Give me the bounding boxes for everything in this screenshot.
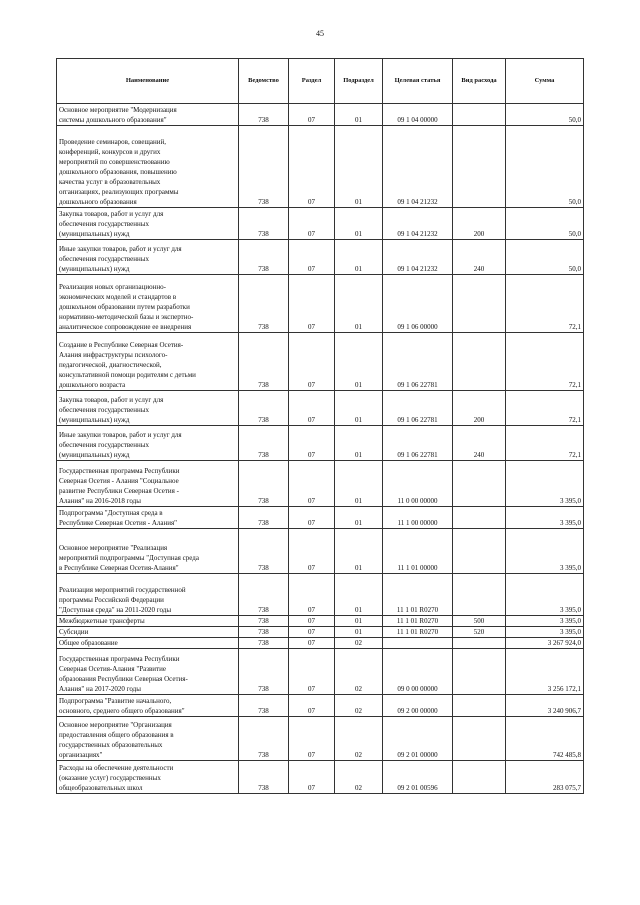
row-podrazdel: 01 (335, 529, 383, 574)
row-celevaya-statya: 09 2 00 00000 (383, 695, 453, 717)
row-vid-rashoda (453, 507, 506, 529)
row-razdel: 07 (289, 461, 335, 507)
row-razdel: 07 (289, 627, 335, 638)
row-razdel: 07 (289, 616, 335, 627)
row-vedomstvo: 738 (239, 275, 289, 333)
table-row (57, 126, 584, 208)
row-summa: 50,0 (506, 126, 584, 208)
table-row (57, 461, 584, 507)
row-podrazdel: 02 (335, 638, 383, 649)
table-row (57, 507, 584, 529)
row-vedomstvo: 738 (239, 507, 289, 529)
row-razdel: 07 (289, 507, 335, 529)
row-vid-rashoda: 500 (453, 616, 506, 627)
row-razdel: 07 (289, 695, 335, 717)
row-vedomstvo: 738 (239, 574, 289, 616)
header-razdel: Раздел (289, 59, 335, 104)
row-podrazdel: 01 (335, 426, 383, 461)
table-row (57, 529, 584, 574)
row-summa: 72,1 (506, 426, 584, 461)
row-podrazdel: 02 (335, 695, 383, 717)
row-vedomstvo: 738 (239, 240, 289, 275)
row-vid-rashoda (453, 638, 506, 649)
row-vedomstvo: 738 (239, 616, 289, 627)
row-podrazdel: 01 (335, 126, 383, 208)
budget-table (56, 58, 584, 794)
row-celevaya-statya: 11 1 01 R0270 (383, 574, 453, 616)
header-vedomstvo: Ведомство (239, 59, 289, 104)
table-row (57, 426, 584, 461)
header-summa: Сумма (506, 59, 584, 104)
row-podrazdel: 01 (335, 627, 383, 638)
row-vid-rashoda (453, 104, 506, 126)
row-name: Иные закупки товаров, работ и услуг для обеспечения государственных (муниципальных) нужд (57, 426, 239, 461)
row-vid-rashoda (453, 333, 506, 391)
row-summa: 3 395,0 (506, 529, 584, 574)
row-podrazdel: 01 (335, 104, 383, 126)
row-celevaya-statya: 09 1 06 00000 (383, 275, 453, 333)
row-summa: 50,0 (506, 240, 584, 275)
row-summa: 3 395,0 (506, 616, 584, 627)
row-vid-rashoda (453, 649, 506, 695)
row-celevaya-statya: 11 1 01 R0270 (383, 627, 453, 638)
row-vedomstvo: 738 (239, 761, 289, 794)
table-row (57, 695, 584, 717)
row-vid-rashoda: 200 (453, 208, 506, 240)
row-name: Расходы на обеспечение деятельности (оказание услуг) государственных общеобразовательных школ (57, 761, 239, 794)
row-razdel: 07 (289, 275, 335, 333)
row-celevaya-statya: 11 1 01 R0270 (383, 616, 453, 627)
row-vid-rashoda (453, 717, 506, 761)
row-name: Иные закупки товаров, работ и услуг для обеспечения государственных (муниципальных) нужд (57, 240, 239, 275)
header-vid-rashoda: Вид расхода (453, 59, 506, 104)
row-celevaya-statya: 09 0 00 00000 (383, 649, 453, 695)
row-vid-rashoda (453, 461, 506, 507)
row-razdel: 07 (289, 638, 335, 649)
row-podrazdel: 01 (335, 333, 383, 391)
row-summa: 3 395,0 (506, 574, 584, 616)
row-podrazdel: 01 (335, 507, 383, 529)
row-name: Реализация новых организационно- экономических моделей и стандартов в дошкольном образовании путем разработки нормативно-методической базы и экспертно- аналитическое сопровождение ее внедрения (57, 275, 239, 333)
table-row (57, 761, 584, 794)
row-podrazdel: 01 (335, 240, 383, 275)
row-razdel: 07 (289, 240, 335, 275)
row-summa: 72,1 (506, 275, 584, 333)
row-vedomstvo: 738 (239, 126, 289, 208)
row-name: Подпрограмма "Доступная среда в Республике Северная Осетия - Алания" (57, 507, 239, 529)
row-razdel: 07 (289, 761, 335, 794)
page-number: 45 (316, 29, 324, 38)
row-name: Закупка товаров, работ и услуг для обеспечения государственных (муниципальных) нужд (57, 391, 239, 426)
row-celevaya-statya (383, 638, 453, 649)
row-vid-rashoda (453, 761, 506, 794)
table-row (57, 391, 584, 426)
row-razdel: 07 (289, 649, 335, 695)
row-summa: 50,0 (506, 208, 584, 240)
row-vedomstvo: 738 (239, 529, 289, 574)
row-vid-rashoda (453, 126, 506, 208)
row-razdel: 07 (289, 126, 335, 208)
row-vid-rashoda (453, 574, 506, 616)
row-podrazdel: 02 (335, 649, 383, 695)
row-summa: 283 075,7 (506, 761, 584, 794)
row-razdel: 07 (289, 391, 335, 426)
row-vid-rashoda: 240 (453, 426, 506, 461)
row-name: Государственная программа Республики Северная Осетия-Алания "Развитие образования Республики Северная Осетия- Алания" на 2017-2020 годы (57, 649, 239, 695)
row-podrazdel: 02 (335, 717, 383, 761)
row-vid-rashoda (453, 275, 506, 333)
row-vedomstvo: 738 (239, 104, 289, 126)
row-vedomstvo: 738 (239, 638, 289, 649)
table-row (57, 333, 584, 391)
row-summa: 3 395,0 (506, 627, 584, 638)
row-summa: 72,1 (506, 333, 584, 391)
row-summa: 742 485,8 (506, 717, 584, 761)
row-vedomstvo: 738 (239, 717, 289, 761)
row-name: Государственная программа Республики Северная Осетия - Алания "Социальное развитие Республики Северная Осетия - Алания" на 2016-2018 годы (57, 461, 239, 507)
row-name: Основное мероприятие "Организация предоставления общего образования в государственных образовательных организациях" (57, 717, 239, 761)
row-name: Реализация мероприятий государственной программы Российской Федерации "Доступная среда" на 2011-2020 годы (57, 574, 239, 616)
row-vid-rashoda: 240 (453, 240, 506, 275)
row-summa: 50,0 (506, 104, 584, 126)
row-vid-rashoda: 520 (453, 627, 506, 638)
row-razdel: 07 (289, 333, 335, 391)
row-podrazdel: 01 (335, 208, 383, 240)
row-name: Основное мероприятие "Модернизация системы дошкольного образования" (57, 104, 239, 126)
header-name: Наименование (57, 59, 239, 104)
header-row (57, 59, 584, 104)
row-name: Субсидии (57, 627, 239, 638)
table-row (57, 275, 584, 333)
row-name: Создание в Республике Северная Осетия- Алания инфраструктуры психолого- педагогической, диагностической, консультативной помощи родителям с детьми дошкольного возраста (57, 333, 239, 391)
header-celevaya-statya: Целевая статья (383, 59, 453, 104)
row-summa: 3 240 906,7 (506, 695, 584, 717)
row-name: Закупка товаров, работ и услуг для обеспечения государственных (муниципальных) нужд (57, 208, 239, 240)
table-row (57, 616, 584, 627)
row-vedomstvo: 738 (239, 391, 289, 426)
row-razdel: 07 (289, 208, 335, 240)
row-celevaya-statya: 11 1 00 00000 (383, 507, 453, 529)
row-podrazdel: 01 (335, 391, 383, 426)
row-celevaya-statya: 09 2 01 00000 (383, 717, 453, 761)
row-razdel: 07 (289, 574, 335, 616)
row-celevaya-statya: 09 1 06 22781 (383, 426, 453, 461)
row-vid-rashoda: 200 (453, 391, 506, 426)
row-celevaya-statya: 09 1 04 21232 (383, 208, 453, 240)
row-vedomstvo: 738 (239, 461, 289, 507)
row-podrazdel: 01 (335, 616, 383, 627)
row-summa: 3 256 172,1 (506, 649, 584, 695)
row-summa: 72,1 (506, 391, 584, 426)
row-celevaya-statya: 09 1 04 21232 (383, 240, 453, 275)
row-celevaya-statya: 09 1 06 22781 (383, 333, 453, 391)
row-name: Подпрограмма "Развитие начального, основного, среднего общего образования" (57, 695, 239, 717)
row-celevaya-statya: 09 1 04 21232 (383, 126, 453, 208)
table-row (57, 638, 584, 649)
row-podrazdel: 02 (335, 761, 383, 794)
row-celevaya-statya: 11 0 00 00000 (383, 461, 453, 507)
row-razdel: 07 (289, 104, 335, 126)
table-row (57, 627, 584, 638)
row-podrazdel: 01 (335, 461, 383, 507)
row-vedomstvo: 738 (239, 627, 289, 638)
row-vedomstvo: 738 (239, 208, 289, 240)
table-row (57, 717, 584, 761)
table-row (57, 208, 584, 240)
row-name: Межбюджетные трансферты (57, 616, 239, 627)
row-name: Проведение семинаров, совещаний, конференций, конкурсов и других мероприятий по совершенствованию дошкольного образования, повышению качества услуг в образовательных orганизациях, реализующих программы дошкольного образования (57, 126, 239, 208)
row-name: Основное мероприятие "Реализация мероприятий подпрограммы "Доступная среда в Республике Северная Осетия-Алания" (57, 529, 239, 574)
row-summa: 3 267 924,0 (506, 638, 584, 649)
row-podrazdel: 01 (335, 275, 383, 333)
row-vid-rashoda (453, 529, 506, 574)
row-summa: 3 395,0 (506, 461, 584, 507)
row-podrazdel: 01 (335, 574, 383, 616)
header-podrazdel: Подраздел (335, 59, 383, 104)
row-celevaya-statya: 11 1 01 00000 (383, 529, 453, 574)
row-celevaya-statya: 09 1 06 22781 (383, 391, 453, 426)
row-vedomstvo: 738 (239, 649, 289, 695)
row-vedomstvo: 738 (239, 695, 289, 717)
row-vid-rashoda (453, 695, 506, 717)
row-razdel: 07 (289, 426, 335, 461)
row-razdel: 07 (289, 717, 335, 761)
row-vedomstvo: 738 (239, 333, 289, 391)
table-row (57, 574, 584, 616)
table-row (57, 104, 584, 126)
row-summa: 3 395,0 (506, 507, 584, 529)
row-name: Общее образование (57, 638, 239, 649)
row-vedomstvo: 738 (239, 426, 289, 461)
row-razdel: 07 (289, 529, 335, 574)
table-row (57, 649, 584, 695)
row-celevaya-statya: 09 2 01 00596 (383, 761, 453, 794)
row-celevaya-statya: 09 1 04 00000 (383, 104, 453, 126)
table-row (57, 240, 584, 275)
